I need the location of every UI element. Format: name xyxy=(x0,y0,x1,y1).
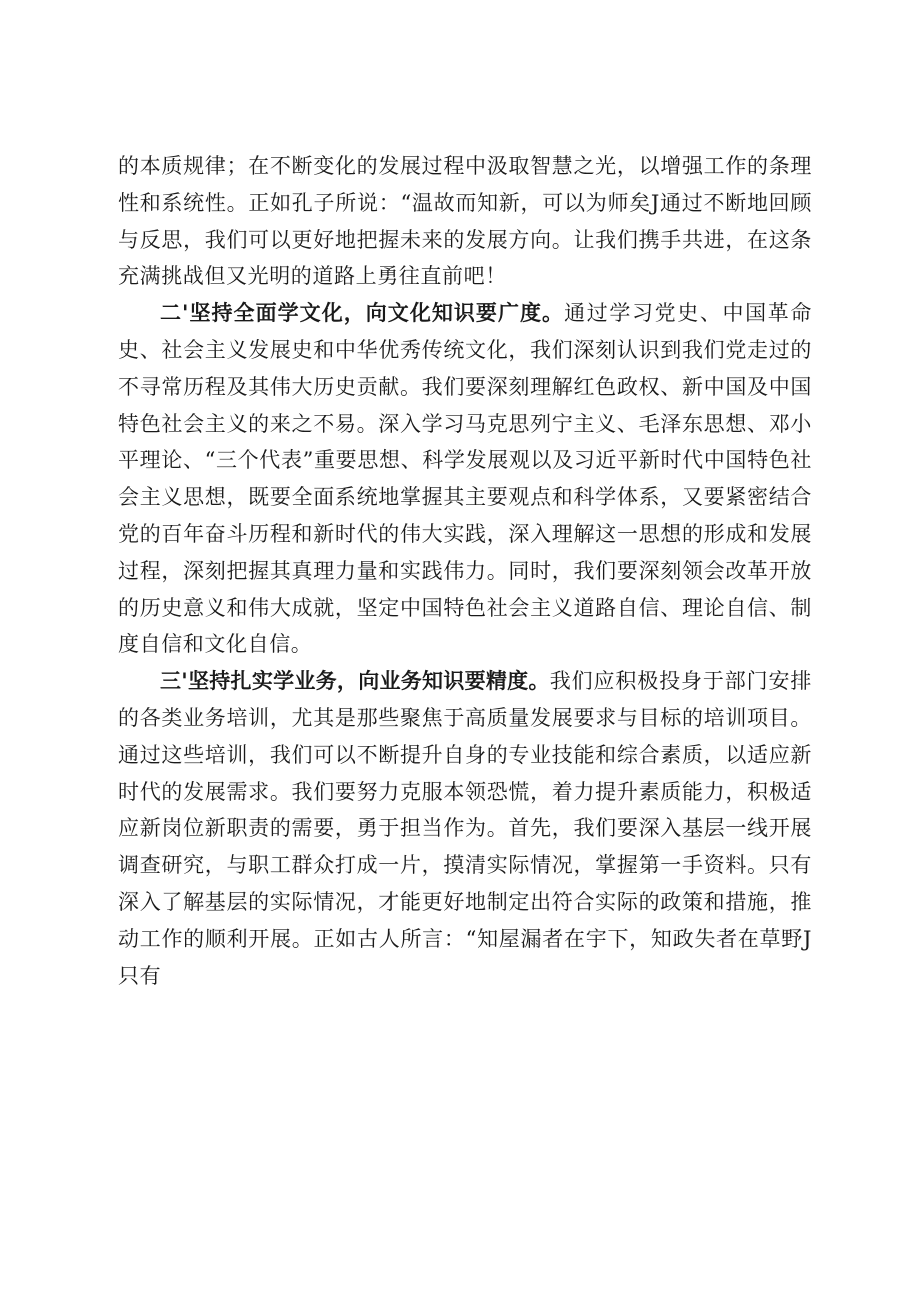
section-heading: 二'坚持全面学文化，向文化知识要广度。 xyxy=(160,301,565,326)
paragraph-section-3 xyxy=(118,663,812,994)
paragraph-text: 我们应积极投身于部门安排的各类业务培训，尤其是那些聚焦于高质量发展要求与目标的培训项目。通过这些培训，我们可以不断提升自身的专业技能和综合素质，以适应新时代的发展需求。我们要努力克服本领恐慌，着力提升素质能力，积极适应新岗位新职责的需要，勇于担当作为。首先，我们要深入基层一线开展调查研究，与职工群众打成一片，摸清实际情况，掌握第一手资料。只有深入了解基层的实际情况，才能更好地制定出符合实际的政策和措施，推动工作的顺利开展。正如古人所言：“知屋漏者在宇下，知政失者在草野J只有 xyxy=(118,669,812,988)
document-body xyxy=(118,148,812,994)
paragraph-text: 的本质规律；在不断变化的发展过程中汲取智慧之光，以增强工作的条理性和系统性。正如孔子所说：“温故而知新，可以为师矣J通过不断地回顾与反思，我们可以更好地把握未来的发展方向。让我们携手共进，在这条充满挑战但又光明的道路上勇往直前吧！ xyxy=(118,154,812,289)
paragraph-text: 通过学习党史、中国革命史、社会主义发展史和中华优秀传统文化，我们深刻认识到我们党走过的不寻常历程及其伟大历史贡献。我们要深刻理解红色政权、新中国及中国特色社会主义的来之不易。深入学习马克思列宁主义、毛泽东思想、邓小平理论、“三个代表”重要思想、科学发展观以及习近平新时代中国特色社会主义思想，既要全面系统地掌握其主要观点和科学体系，又要紧密结合党的百年奋斗历程和新时代的伟大实践，深入理解这一思想的形成和发展过程，深刻把握其真理力量和实践伟力。同时，我们要深刻领会改革开放的历史意义和伟大成就，坚定中国特色社会主义道路自信、理论自信、制度自信和文化自信。 xyxy=(118,301,812,657)
paragraph-section-2 xyxy=(118,295,812,663)
paragraph-continuation xyxy=(118,148,812,295)
section-heading: 三'坚持扎实学业务，向业务知识要精度。 xyxy=(160,669,550,694)
